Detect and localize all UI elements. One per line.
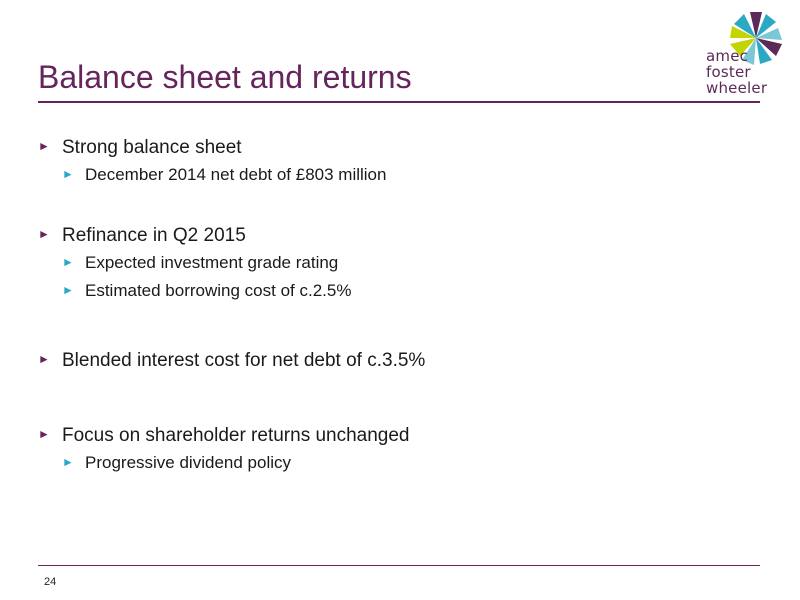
sub-bullet-text: Expected investment grade rating: [85, 253, 339, 272]
bullet-level1: [38, 136, 386, 160]
bullet-group: [38, 349, 425, 373]
amec-foster-wheeler-logo: [700, 10, 790, 100]
triangle-bullet-icon: ►: [38, 139, 50, 153]
logo-wordmark: [706, 48, 767, 96]
bullet-level1: [38, 424, 410, 448]
bullet-level1: [38, 349, 425, 373]
sub-bullet-text: December 2014 net debt of £803 million: [85, 165, 387, 184]
triangle-bullet-icon: ►: [38, 227, 50, 241]
triangle-bullet-icon: ►: [62, 254, 74, 269]
sub-bullet-text: Estimated borrowing cost of c.2.5%: [85, 281, 352, 300]
bullet-level2: [62, 164, 386, 186]
triangle-bullet-icon: ►: [62, 282, 74, 297]
slide-title: Balance sheet and returns: [38, 59, 412, 95]
bullet-text: Refinance in Q2 2015: [62, 225, 246, 247]
bullet-level2: [62, 252, 351, 274]
logo-word-amec: amec: [706, 47, 749, 65]
sub-bullet-text: Progressive dividend policy: [85, 453, 291, 472]
bullet-text: Strong balance sheet: [62, 137, 242, 159]
bullet-group: [38, 224, 351, 302]
bullet-text: Focus on shareholder returns unchanged: [62, 425, 410, 447]
triangle-bullet-icon: ►: [38, 352, 50, 366]
logo-word-foster: foster: [706, 63, 751, 81]
bullet-group: [38, 136, 386, 186]
title-divider: [38, 101, 760, 103]
triangle-bullet-icon: ►: [38, 427, 50, 441]
triangle-bullet-icon: ►: [62, 166, 74, 181]
page-number: 24: [44, 576, 57, 588]
footer-divider: [38, 565, 760, 566]
bullet-group: [38, 424, 410, 474]
bullet-level2: [62, 280, 351, 302]
triangle-bullet-icon: ►: [62, 454, 74, 469]
bullet-level1: [38, 224, 351, 248]
bullet-text: Blended interest cost for net debt of c.3.5%: [62, 350, 426, 372]
logo-word-wheeler: wheeler: [706, 79, 768, 97]
bullet-level2: [62, 452, 410, 474]
